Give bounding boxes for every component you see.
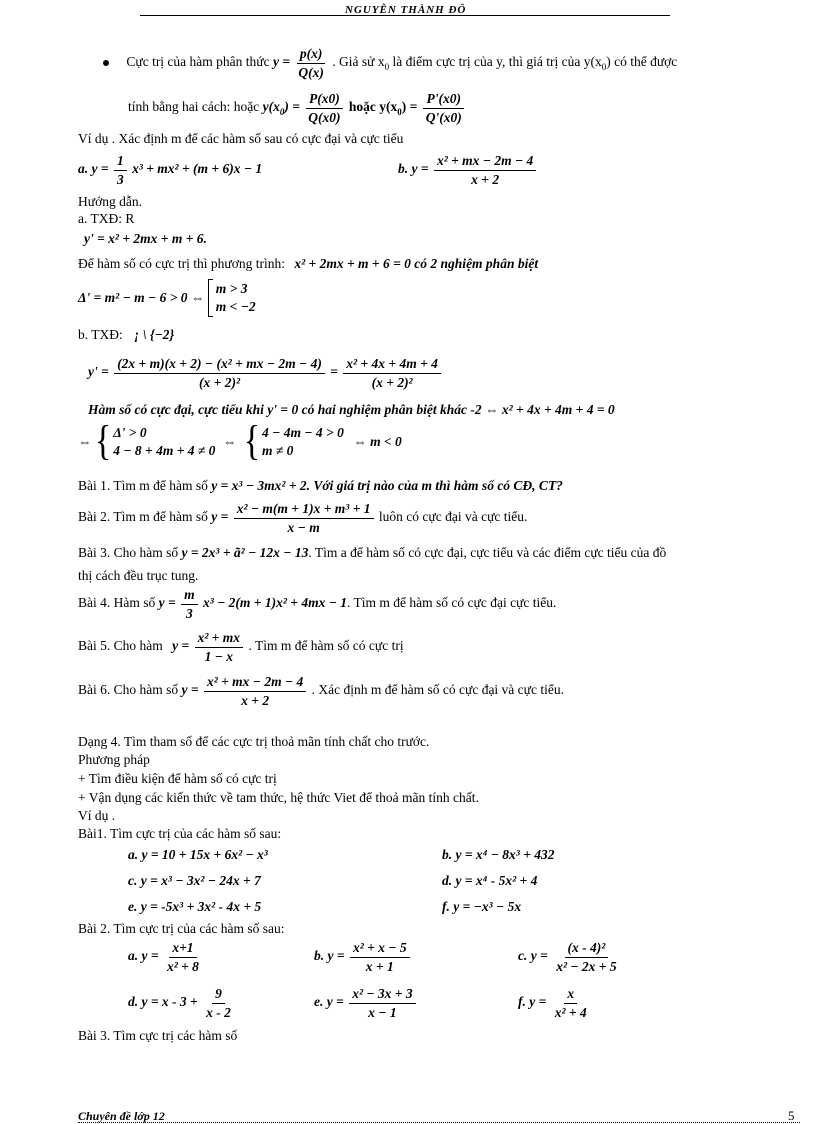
extrema-condition: Hàm số có cực đại, cực tiểu khi y' = 0 có hai nghiệm phân biệt khác -2 ⇔ x² + 4x + 4m + 4 = 0 (88, 402, 615, 417)
intro-line-1: Cực trị của hàm phân thức y = $\frac{p(x)}{Q(x)}$ . Giả sử $x_0$ là điểm cực trị của y, thì giá trị của $y(x_0)$ có thể được (103, 46, 677, 80)
bai2-a: a. y = $\frac{x+1}{\text{x² + 8}}$ (128, 940, 199, 974)
example-a: a. y = $\frac{1}{3}$ x³ + mx² + (m + 6)x − 1 (78, 153, 263, 187)
exercise-4: Bài 4. Hàm số y = $\frac{m}{3}$ x³ − 2(m + 1)x² + 4mx − 1. Tìm m để hàm số có cực đại cực tiểu. (78, 587, 557, 621)
part-b-derivative: y' = $\frac{\text{(2x + m)(x + 2) − (x² + mx − 2m − 4)}}{\text{(x + 2)²}}$ = $\frac{\text{x² + 4x + 4m + 4}}{\text{(x + 2)²}}$ (88, 356, 443, 390)
exercise-3: Bài 3. Cho hàm số y = 2x³ + ã² − 12x − 13. Tìm a để hàm số có cực đại, cực tiểu và các điểm cực tiểu của đồ (78, 545, 667, 560)
exercise-1: Bài 1. Tìm m để hàm số y = x³ − 3mx² + 2. Với giá trị nào của m thì hàm số có CĐ, CT? (78, 478, 563, 493)
bai1-f: f. y = −x³ − 5x (442, 899, 522, 914)
bullet-icon (103, 60, 109, 66)
bai2-b: b. y = $\frac{\text{x² + x − 5}}{x + 1}$ (314, 940, 412, 974)
intro-fraction: $\frac{p(x)}{Q(x)}$ (298, 46, 324, 80)
bai2-e: e. y = $\frac{\text{x² − 3x + 3}}{x - 1}$ (314, 986, 418, 1020)
dang4-title: Dạng 4. Tìm tham số để các cực trị thoả mãn tính chất cho trước. (78, 734, 430, 749)
example-title: Ví dụ . Xác định m để các hàm số sau có cực đại và cực tiểu (78, 131, 404, 146)
guide-label: Hướng dẫn. (78, 194, 142, 209)
dang4-example: Ví dụ . (78, 808, 116, 823)
bai2-d: d. y = x - 3 + $\frac{9}{x - 2}$ (128, 986, 231, 1020)
dang4-bai1: Bài1. Tìm cực trị của các hàm số sau: (78, 826, 282, 841)
bai2-f: f. y = $\frac{x}{\text{x² + 4}}$ (518, 986, 587, 1020)
exercise-2: Bài 2. Tìm m để hàm số y = $\frac{\text{x² − m(m + 1)x + m³ + 1}}{x - m}$ luôn có cực đại và cực tiểu. (78, 501, 528, 535)
bai1-b: b. y = x⁴ − 8x³ + 432 (442, 847, 555, 862)
footer-left: Chuyên đề lớp 12 (78, 1109, 165, 1123)
intro-fraction-pprime: $\frac{P'(x0)}{Q'(x0)}$ (423, 91, 465, 125)
page-number: 5 (788, 1108, 795, 1123)
system-solution: ⇔ { Δ' > 0 4 − 8 + 4m + 4 ≠ 0 ⇔ { 4 − 4m − 4 > 0 m ≠ 0 ⇔ m < 0 (78, 418, 402, 465)
example-b: b. y = $\frac{\text{x² + mx − 2m − 4}}{x + 2}$ (398, 153, 538, 187)
exercise-6: Bài 6. Cho hàm số y = $\frac{\text{x² + mx − 2m − 4}}{x + 2}$ . Xác định m để hàm số có cực đại và cực tiểu. (78, 674, 564, 708)
part-b-domain: b. TXĐ: ¡ \ {−2} (78, 327, 175, 342)
dang4-step-1: + Tìm điều kiện để hàm số có cực trị (78, 771, 277, 786)
intro-line-2: tính bằng hai cách: hoặc $y(x_0)$ = $\frac{P(x0)}{Q(x0)}$ hoặc $y(x_0)$ = $\frac{P'(x0)}{Q'(x0)}$ (128, 91, 467, 125)
exercise-5: Bài 5. Cho hàm y = $\frac{\text{x² + mx}}{1 - x}$ . Tìm m để hàm số có cực trị (78, 630, 404, 664)
part-a-domain: a. TXĐ: R (78, 211, 135, 226)
dang4-method: Phương pháp (78, 752, 150, 767)
intro-fraction-p: $\frac{P(x0)}{Q(x0)}$ (305, 91, 343, 125)
exercise-3-line-2: thị cách đều trục tung. (78, 568, 199, 583)
bai1-a: a. y = 10 + 15x + 6x² − x³ (128, 847, 268, 862)
page-header: NGUYỄN THÀNH ĐÔ (345, 4, 467, 16)
delta-condition: Δ' = m² − m − 6 > 0 ⇔ m > 3 m < −2 (78, 279, 256, 317)
dang4-bai2: Bài 2. Tìm cực trị của các hàm số sau: (78, 921, 285, 936)
part-a-derivative: y' = x² + 2mx + m + 6. (84, 231, 207, 246)
bai1-e: e. y = -5x³ + 3x² - 4x + 5 (128, 899, 262, 914)
bai1-c: c. y = x³ − 3x² − 24x + 7 (128, 873, 261, 888)
dang4-bai3: Bài 3. Tìm cực trị các hàm số (78, 1028, 238, 1043)
bai1-d: d. y = x⁴ - 5x² + 4 (442, 873, 538, 888)
bai2-c: c. y = $\frac{\text{(x - 4)²}}{\text{x² − 2x + 5}}$ (518, 940, 617, 974)
dang4-step-2: + Vận dụng các kiến thức về tam thức, hệ thức Viet để thoả mãn tính chất. (78, 790, 479, 805)
condition-line: Để hàm số có cực trị thì phương trình: x² + 2mx + m + 6 = 0 có 2 nghiệm phân biệt (78, 256, 539, 271)
